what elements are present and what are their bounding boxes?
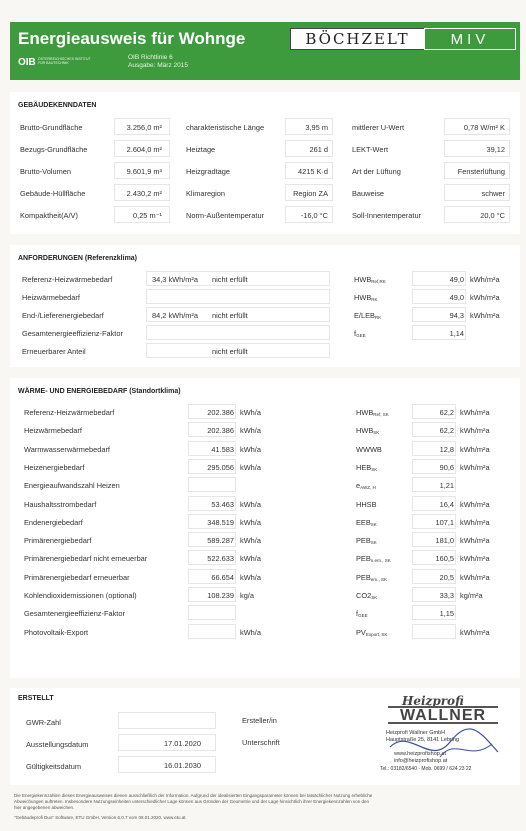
energy-unit: kWh/a xyxy=(240,426,261,436)
energy-symbol xyxy=(356,463,377,472)
building-value-col1: 9.601,9 m³ xyxy=(126,167,162,176)
energy-symbol xyxy=(356,426,379,435)
energy-number: 16,4 xyxy=(439,499,454,509)
energy-symbol-sub: AWZ, H xyxy=(360,485,376,491)
energy-symbol xyxy=(356,500,377,509)
energy-symbol-sub: SK xyxy=(370,540,377,546)
building-label-col3: Art der Lüftung xyxy=(352,167,401,176)
building-value-col3: 20,0 °C xyxy=(480,211,505,220)
requirement-label: Heizwärmebedarf xyxy=(22,293,80,302)
energy-unit-area: kWh/m²a xyxy=(460,627,490,637)
energy-label: Primärenergiebedarf xyxy=(24,536,92,546)
section-title-building-data: GEBÄUDEKENNDATEN xyxy=(18,102,97,109)
requirement-value-box xyxy=(146,325,330,340)
energy-symbol-main: PV xyxy=(356,627,366,637)
energy-symbol-main: PEB xyxy=(356,536,371,546)
energy-unit-area: kWh/m²a xyxy=(460,462,490,472)
guideline-edition: Ausgabe: März 2015 xyxy=(128,62,188,69)
energy-number: 33,3 xyxy=(439,591,454,600)
building-label-col3: Soll-Innentemperatur xyxy=(352,211,422,220)
stamp-logo-top: Heizprofi xyxy=(402,694,464,708)
energy-symbol-main: HWB xyxy=(356,408,374,417)
requirement-number: 49,0 xyxy=(449,275,464,284)
footnote-1: Die Energiekennzahlen dieses Energieausweises dienen ausschließlich der Information. Aufgrund der idealisierten Eingangsparameter können bei tatsächlicher Nutzung erhebliche xyxy=(14,793,373,798)
energy-unit: kWh/a xyxy=(240,499,261,509)
energy-symbol-main: f xyxy=(356,609,359,619)
energy-symbol-sub: n.ern., SK xyxy=(370,558,391,564)
requirement-symbol xyxy=(354,293,378,302)
energy-unit-area: kg/m²a xyxy=(460,591,483,600)
requirement-symbol-main: HWB xyxy=(354,275,372,284)
energy-symbol xyxy=(356,445,382,454)
building-value-col1: 2.604,0 m² xyxy=(126,145,162,154)
energy-symbol-main: e xyxy=(356,481,361,491)
building-label-col1: Brutto-Grundfläche xyxy=(20,123,83,132)
requirement-value: 84,2 kWh/m²a xyxy=(152,311,199,320)
building-label-col1: Kompaktheit(A/V) xyxy=(20,211,78,220)
energy-symbol-main: PEB xyxy=(356,572,371,582)
building-label-col2: Heizgradtage xyxy=(186,167,230,176)
energy-unit-area: kWh/m²a xyxy=(460,408,490,417)
oib-subtitle: ÖSTERREICHISCHES INSTITUT FÜR BAUTECHNIK xyxy=(38,57,91,65)
valid-until-label: Gültigkeitsdatum xyxy=(26,762,82,771)
valid-until-value: 16.01.2030 xyxy=(164,761,201,770)
energy-number: 12,8 xyxy=(439,444,454,454)
energy-value: 108.239 xyxy=(207,591,234,600)
footnote-2: Abweichungen auftreten. Insbesondere Nutzungseinheiten unterschiedlicher Lage können aus Gründen der Geometrie und der Lage hinsichtlich ihrer Energiekennzahlen von den xyxy=(14,799,369,804)
energy-value: 522.633 xyxy=(207,554,234,564)
gwr-field xyxy=(118,712,216,729)
building-value-col2: -16,0 °C xyxy=(300,211,328,220)
requirement-label: Gesamtenergieeffizienz-Faktor xyxy=(22,329,123,338)
issue-date-value: 17.01.2020 xyxy=(164,739,201,748)
requirement-status: nicht erfüllt xyxy=(212,311,248,320)
requirement-symbol-sub: RK xyxy=(371,297,378,302)
requirement-symbol xyxy=(354,329,366,338)
energy-value-box xyxy=(188,477,236,492)
building-value-col3: 0,78 W/m² K xyxy=(463,123,505,132)
energy-unit: kg/a xyxy=(240,591,254,600)
building-label-col3: LEKT-Wert xyxy=(352,145,389,154)
energy-label: Energieaufwandszahl Heizen xyxy=(24,481,120,491)
energy-symbol-main: HEB xyxy=(356,462,372,472)
energy-label: Kohlendioxidemissionen (optional) xyxy=(24,591,137,600)
energy-number-box xyxy=(412,624,456,639)
energy-symbol-sub: SK xyxy=(371,595,378,600)
requirement-symbol xyxy=(354,311,381,320)
building-value-col2: Region ZA xyxy=(293,189,328,198)
requirement-number: 1,14 xyxy=(449,329,464,338)
footnote-3: hier angegebenen abweichen. xyxy=(14,805,75,810)
energy-symbol-main: WWWB xyxy=(356,444,382,454)
section-title-created: ERSTELLT xyxy=(18,695,54,702)
header-bar xyxy=(10,22,520,80)
building-value-col1: 2.430,2 m² xyxy=(126,189,162,198)
energy-unit: kWh/a xyxy=(240,408,261,417)
building-label-col2: Heiztage xyxy=(186,145,216,154)
energy-value: 202.386 xyxy=(207,408,234,417)
energy-symbol-main: HWB xyxy=(356,426,374,436)
requirement-symbol-sub: RK xyxy=(374,315,382,320)
energy-symbol-sub: Export, SK xyxy=(365,631,388,637)
energy-label: Photovoltaik-Export xyxy=(24,627,89,637)
energy-value: 348.519 xyxy=(207,517,234,527)
energy-unit-area: kWh/m²a xyxy=(460,536,490,546)
energy-symbol-sub: GEE xyxy=(358,613,368,619)
building-label-col2: Klimaregion xyxy=(186,189,226,198)
building-label-col1: Brutto-Volumen xyxy=(20,167,71,176)
energy-number: 1,15 xyxy=(439,609,454,619)
requirement-unit: kWh/m²a xyxy=(470,275,500,284)
energy-label: Heizenergiebedarf xyxy=(24,462,85,472)
energy-unit-area: kWh/m²a xyxy=(460,444,490,454)
energy-value: 295.056 xyxy=(207,462,234,472)
requirement-symbol-sub: Ref,RK xyxy=(371,279,386,284)
energy-unit-area: kWh/m²a xyxy=(460,572,490,582)
requirement-unit: kWh/m²a xyxy=(470,293,500,302)
requirement-value-box xyxy=(146,289,330,304)
energy-symbol-main: CO2 xyxy=(356,591,372,600)
energy-symbol-sub: Ref, SK xyxy=(373,412,389,417)
energy-symbol-sub: ern., SK xyxy=(370,576,388,582)
guideline-info xyxy=(128,54,188,70)
building-value-col1: 0,25 m⁻¹ xyxy=(133,211,162,220)
building-value-col2: 4215 K·d xyxy=(298,167,328,176)
requirement-symbol-main: f xyxy=(354,329,357,338)
stamp-line-2: Hauptstraße 25, 8141 Lebring xyxy=(386,737,460,743)
energy-label: Haushaltsstrombedarf xyxy=(24,499,97,509)
energy-symbol-sub: SK xyxy=(373,430,380,436)
energy-unit: kWh/a xyxy=(240,554,261,564)
building-value-col3: 39,12 xyxy=(486,145,505,154)
requirement-label: Erneuerbarer Anteil xyxy=(22,347,86,356)
energy-symbol xyxy=(356,481,376,490)
energy-value: 202.386 xyxy=(207,426,234,436)
company-stamp xyxy=(380,692,505,782)
energy-label: Heizwärmebedarf xyxy=(24,426,82,436)
energy-label: Primärenergiebedarf erneuerbar xyxy=(24,572,130,582)
stamp-logo-bottom: WALLNER xyxy=(388,706,498,724)
handwritten-signature xyxy=(380,722,505,772)
energy-unit: kWh/a xyxy=(240,517,261,527)
energy-number: 1,21 xyxy=(439,481,454,491)
requirement-unit: kWh/m²a xyxy=(470,311,500,320)
energy-label: Endenergiebedarf xyxy=(24,517,83,527)
energy-symbol xyxy=(356,628,387,637)
signature-label: Unterschrift xyxy=(242,738,280,747)
requirement-label: End-/Lieferenergiebedarf xyxy=(22,311,104,320)
footnote-4: "Gebäudeprofi Duo" Software, ETU GmbH, Version 6.0.7 vom 08.01.2020, www.etu.at xyxy=(14,815,186,820)
gwr-label: GWR-Zahl xyxy=(26,718,61,727)
brand-boechzelt: BÖCHZELT xyxy=(290,28,425,50)
energy-symbol xyxy=(356,554,391,563)
energy-unit-area: kWh/m²a xyxy=(460,554,490,564)
stamp-line-1: Heizprofi Wallner GmbH xyxy=(386,730,446,736)
energy-label: Warmwasserwärmebedarf xyxy=(24,444,110,454)
document-title: Energieausweis für Wohnge xyxy=(18,29,246,48)
energy-number: 20,5 xyxy=(439,572,454,582)
building-value-col2: 3,95 m xyxy=(305,123,328,132)
energy-label: Gesamtenergieeffizienz-Faktor xyxy=(24,609,125,619)
requirement-status: nicht erfüllt xyxy=(212,275,248,284)
energy-unit-area: kWh/m²a xyxy=(460,499,490,509)
issue-date-field xyxy=(118,734,216,751)
issue-date-label: Ausstellungsdatum xyxy=(26,740,89,749)
energy-value: 41.583 xyxy=(211,444,234,454)
energy-symbol-sub: SK xyxy=(370,521,377,527)
building-label-col1: Bezugs-Grundfläche xyxy=(20,145,88,154)
requirement-symbol-main: HWB xyxy=(354,293,372,302)
requirement-number: 49,0 xyxy=(449,293,464,302)
requirement-status: nicht erfüllt xyxy=(212,347,248,356)
guideline-name: OIB Richtlinie 6 xyxy=(128,54,173,61)
energy-number: 160,5 xyxy=(435,554,454,564)
requirement-value: 34,3 kWh/m²a xyxy=(152,275,199,284)
energy-number: 90,6 xyxy=(439,462,454,472)
energy-unit: kWh/a xyxy=(240,444,261,454)
requirement-symbol-main: E/LEB xyxy=(354,311,375,320)
energy-number: 181,0 xyxy=(435,536,454,546)
energy-value-box xyxy=(188,605,236,620)
oib-logo: OIB xyxy=(18,57,36,68)
requirement-symbol-sub: GEE xyxy=(356,333,366,338)
section-title-requirements: ANFORDERUNGEN (Referenzklima) xyxy=(18,255,138,262)
energy-symbol xyxy=(356,408,389,417)
stamp-line-4: info@heizprofishop.at xyxy=(394,758,448,764)
energy-symbol-main: EEB xyxy=(356,517,371,527)
energy-value: 66.654 xyxy=(211,572,234,582)
energy-number: 62,2 xyxy=(439,426,454,436)
creator-label: Ersteller/in xyxy=(242,716,277,725)
energy-number: 62,2 xyxy=(439,408,454,417)
section-title-heat-energy: WÄRME- UND ENERGIEBEDARF (Standortklima) xyxy=(18,388,181,395)
energy-unit-area: kWh/m²a xyxy=(460,517,490,527)
energy-symbol-main: HHSB xyxy=(356,499,377,509)
energy-label: Primärenergiebedarf nicht erneuerbar xyxy=(24,554,148,564)
building-label-col3: Bauweise xyxy=(352,189,385,198)
energy-unit: kWh/a xyxy=(240,572,261,582)
energy-symbol xyxy=(356,518,377,527)
requirement-number: 94,3 xyxy=(449,311,464,320)
energy-value: 53.463 xyxy=(211,499,234,509)
building-value-col2: 261 d xyxy=(309,145,328,154)
energy-unit: kWh/a xyxy=(240,627,261,637)
building-value-col1: 3.256,0 m² xyxy=(126,123,162,132)
building-label-col1: Gebäude-Hüllfläche xyxy=(20,189,86,198)
energy-unit-area: kWh/m²a xyxy=(460,426,490,436)
brand-miv: MIV xyxy=(424,28,516,50)
stamp-line-5: Tel.: 03182/6540 · Mob. 0699 / 624 23 22 xyxy=(380,766,472,772)
energy-symbol xyxy=(356,591,377,600)
energy-symbol-sub: SK xyxy=(371,466,378,472)
building-value-col3: Fensterlüftung xyxy=(457,167,505,176)
energy-unit: kWh/a xyxy=(240,536,261,546)
energy-unit: kWh/a xyxy=(240,462,261,472)
energy-value: 589.287 xyxy=(207,536,234,546)
valid-until-field xyxy=(118,756,216,773)
building-label-col3: mittlerer U-Wert xyxy=(352,123,405,132)
requirement-symbol xyxy=(354,275,386,284)
energy-value-box xyxy=(188,624,236,639)
building-value-col3: schwer xyxy=(481,189,505,198)
energy-label: Referenz-Heizwärmebedarf xyxy=(24,408,115,417)
building-label-col2: Norm-Außentemperatur xyxy=(186,211,265,220)
energy-symbol xyxy=(356,536,377,545)
energy-number: 107,1 xyxy=(435,517,454,527)
energy-symbol xyxy=(356,609,368,618)
requirement-label: Referenz-Heizwärmebedarf xyxy=(22,275,113,284)
stamp-line-3: www.heizprofishop.at xyxy=(394,751,446,757)
building-label-col2: charakteristische Länge xyxy=(186,123,265,132)
energy-symbol xyxy=(356,573,387,582)
energy-symbol-main: PEB xyxy=(356,554,371,564)
